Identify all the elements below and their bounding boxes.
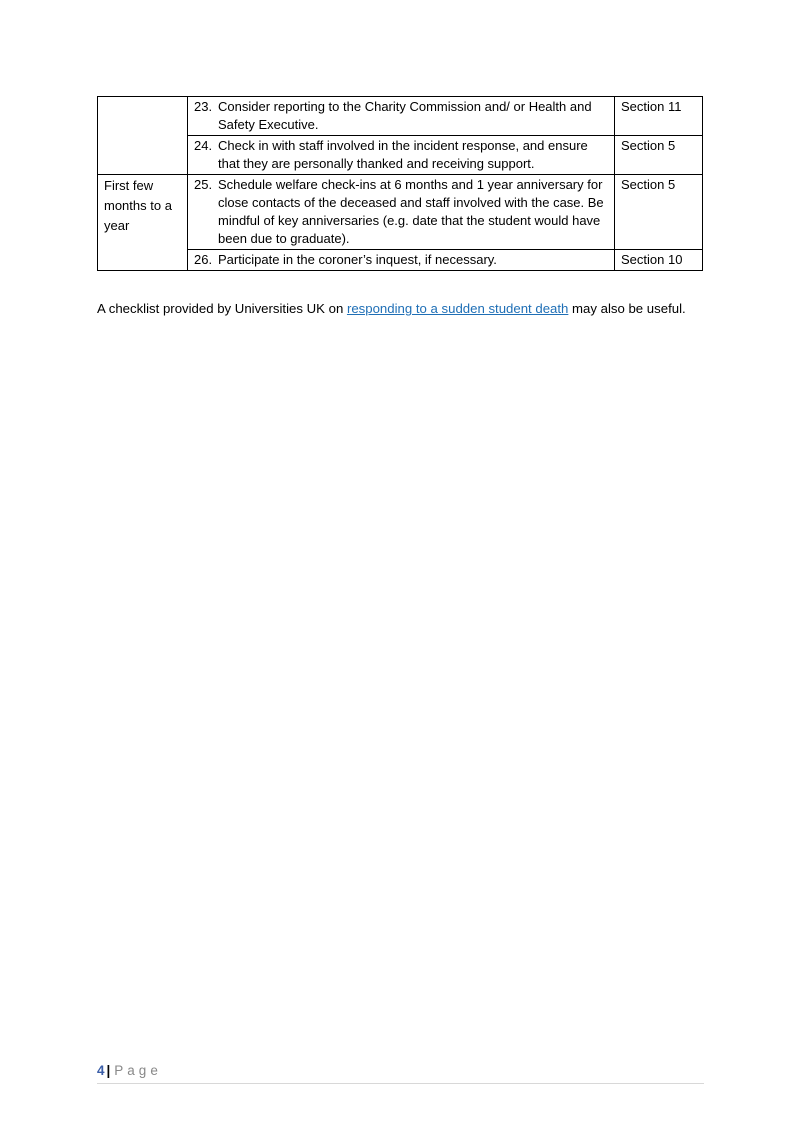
universities-uk-link[interactable]: responding to a sudden student death <box>346 301 569 317</box>
action-number: 23. <box>194 99 213 114</box>
action-cell <box>188 250 615 271</box>
table-row <box>98 175 703 250</box>
action-text: Check in with staff involved in the incident response, and ensure that they are personally thanked and receiving support. <box>218 138 588 171</box>
action-text: Schedule welfare check-ins at 6 months and 1 year anniversary for close contacts of the deceased and staff involved with the case. Be mindful of key anniversaries (e.g. date that the student would have been due to graduate). <box>218 177 604 246</box>
checklist-note <box>97 300 737 318</box>
note-text-before: A checklist provided by Universities UK on <box>97 301 347 317</box>
action-text: Participate in the coroner’s inquest, if necessary. <box>218 252 497 267</box>
section-reference: Section 5 <box>615 175 703 250</box>
note-text-after: may also be useful. <box>568 301 686 317</box>
section-reference: Section 5 <box>615 136 703 175</box>
section-reference: Section 11 <box>615 97 703 136</box>
action-cell <box>188 97 615 136</box>
action-number: 25. <box>194 177 213 192</box>
page-label: Page <box>114 1063 162 1078</box>
table-row <box>98 97 703 136</box>
checklist-table <box>97 96 703 271</box>
table-row <box>98 136 703 175</box>
action-number: 24. <box>194 138 213 153</box>
period-cell: First few months to a year <box>98 175 188 271</box>
period-cell <box>98 97 188 175</box>
page-footer <box>97 1061 704 1084</box>
action-text: Consider reporting to the Charity Commission and/ or Health and Safety Executive. <box>218 99 592 132</box>
action-number: 26. <box>194 252 213 267</box>
table-row <box>98 250 703 271</box>
section-reference: Section 10 <box>615 250 703 271</box>
action-cell <box>188 136 615 175</box>
action-cell <box>188 175 615 250</box>
page-number: 4 <box>97 1063 105 1078</box>
footer-separator: | <box>106 1063 111 1078</box>
